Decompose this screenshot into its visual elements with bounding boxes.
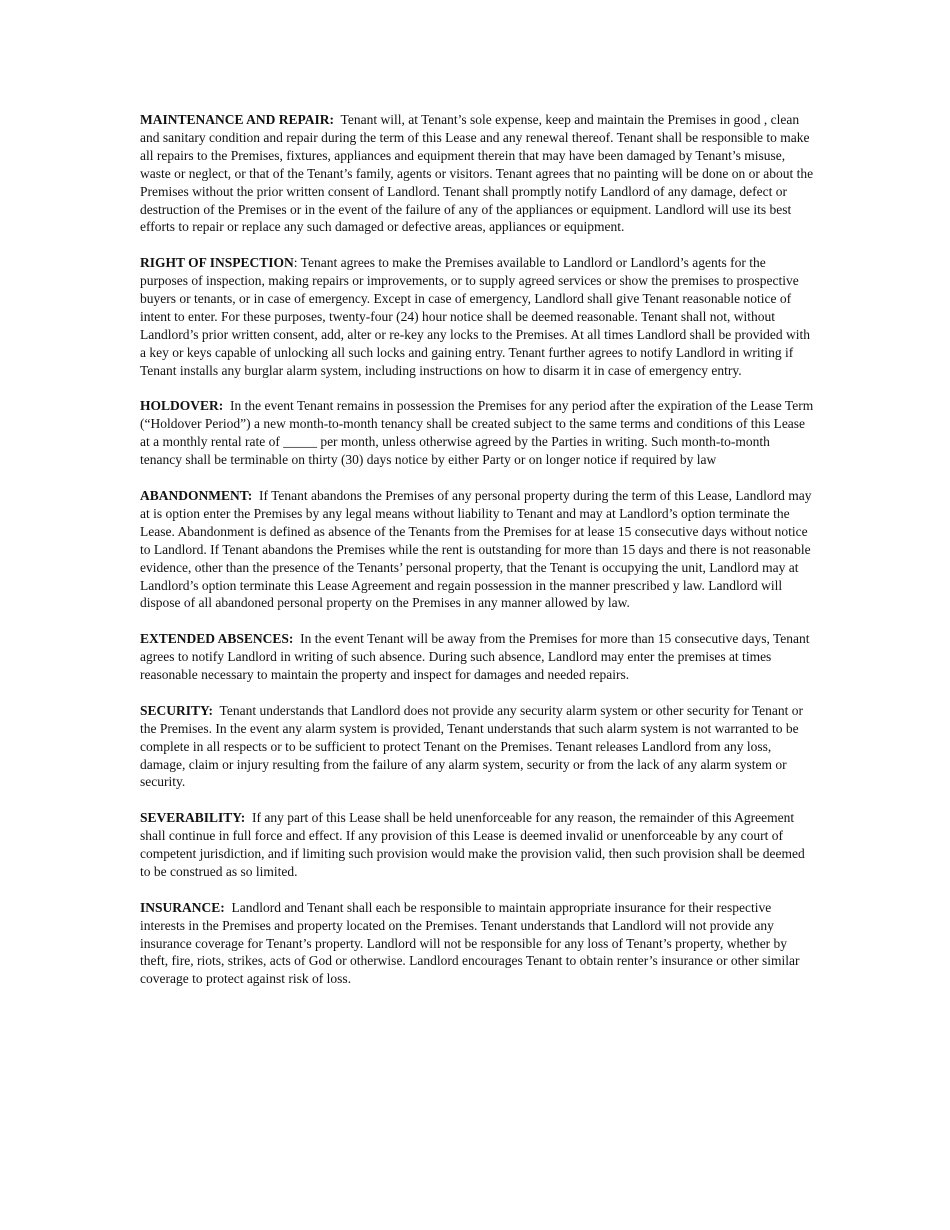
section-body: If any part of this Lease shall be held unenforceable for any reason, the remainder of this Agreement shall continue in full force and effect. If any provision of this Lease is deemed invalid or unenforceable by any court of competent jurisdiction, and if limiting such provision would make the provision valid, then such provision shall be deemed to be construed as so limited. <box>140 810 805 879</box>
section-heading: SEVERABILITY: <box>140 810 246 826</box>
section-heading: ABANDONMENT: <box>140 487 253 503</box>
section-holdover <box>140 397 815 469</box>
section-heading: HOLDOVER: <box>140 398 224 414</box>
section-severability <box>140 809 815 881</box>
section-heading: RIGHT OF INSPECTION <box>140 255 294 271</box>
section-body: Landlord and Tenant shall each be responsible to maintain appropriate insurance for their respective interests in the Premises and property located on the Premises. Tenant understands that Landlord will not provide any insurance coverage for Tenant’s property. Landlord will not be responsible for any loss of Tenant’s property, whether by theft, fire, riots, strikes, acts of God or otherwise. Landlord encourages Tenant to obtain renter’s insurance or other similar coverage to protect against risk of loss. <box>140 899 800 987</box>
section-body: : Tenant agrees to make the Premises available to Landlord or Landlord’s agents for the purposes of inspection, making repairs or improvements, or to supply agreed services or show the premises to prospective buyers or tenants, or in case of emergency. Except in case of emergency, Landlord shall give Tenant reasonable notice of intent to enter. For these purposes, twenty-four (24) hour notice shall be deemed reasonable. Tenant shall not, without Landlord’s prior written consent, add, alter or re-key any locks to the Premises. At all times Landlord shall be provided with a key or keys capable of unlocking all such locks and gaining entry. Tenant further agrees to notify Landlord in writing if Tenant installs any burglar alarm system, including instructions on how to disarm it in case of emergency entry. <box>140 255 810 378</box>
section-body: If Tenant abandons the Premises of any personal property during the term of this Lease, Landlord may at is option enter the Premises by any legal means without liability to Tenant and may at Landlord’s option terminate the Lease. Abandonment is defined as absence of the Tenants from the Premises for at lease 15 consecutive days without notice to Landlord. If Tenant abandons the Premises while the rent is outstanding for more than 15 days and there is not reasonable evidence, other than the presence of the Tenants’ personal property, that the Tenant is occupying the unit, Landlord may at Landlord’s option terminate this Lease Agreement and regain possession in the manner prescribed y law. Landlord will dispose of all abandoned personal property on the Premises in any manner allowed by law. <box>140 487 812 611</box>
section-body: Tenant understands that Landlord does not provide any security alarm system or other security for Tenant or the Premises. In the event any alarm system is provided, Tenant understands that such alarm system is not warranted to be complete in all respects or to be sufficient to protect Tenant on the Premises. Tenant releases Landlord from any loss, damage, claim or injury resulting from the failure of any alarm system, security or from the lack of any alarm system or security. <box>140 702 803 790</box>
section-abandonment <box>140 487 815 612</box>
section-right-of-inspection <box>140 254 815 379</box>
section-heading: MAINTENANCE AND REPAIR: <box>140 112 335 127</box>
section-heading: EXTENDED ABSENCES: <box>140 631 294 647</box>
section-body: Tenant will, at Tenant’s sole expense, keep and maintain the Premises in good , clean and sanitary condition and repair during the term of this Lease and any renewal thereof. Tenant shall be responsible to make all repairs to the Premises, fixtures, appliances and equipment therein that may have been damaged by Tenant’s misuse, waste or neglect, or that of the Tenant’s family, agents or visitors. Tenant agrees that no painting will be done on or about the Premises without the prior written consent of Landlord. Tenant shall promptly notify Landlord of any damage, defect or destruction of the Premises or in the event of the failure of any of the appliances or equipment. Landlord will use its best efforts to repair or replace any such damaged or defective areas, appliances or equipment. <box>140 112 814 235</box>
section-maintenance-and-repair <box>140 111 815 236</box>
document-page <box>140 111 815 1006</box>
section-extended-absences <box>140 630 815 684</box>
section-heading: SECURITY: <box>140 702 214 718</box>
section-security <box>140 702 815 792</box>
section-body: In the event Tenant remains in possession the Premises for any period after the expiration of the Lease Term (“Holdover Period”) a new month-to-month tenancy shall be created subject to the same terms and conditions of this Lease at a monthly rental rate of _____ per month, unless otherwise agreed by the Parties in writing. Such month-to-month tenancy shall be terminable on thirty (30) days notice by either Party or on longer notice if required by law <box>140 398 814 468</box>
section-insurance <box>140 899 815 989</box>
section-heading: INSURANCE: <box>140 899 225 915</box>
section-body: In the event Tenant will be away from the Premises for more than 15 consecutive days, Tenant agrees to notify Landlord in writing of such absence. During such absence, Landlord may enter the premises at times reasonable necessary to maintain the property and inspect for damages and needed repairs. <box>140 631 810 683</box>
